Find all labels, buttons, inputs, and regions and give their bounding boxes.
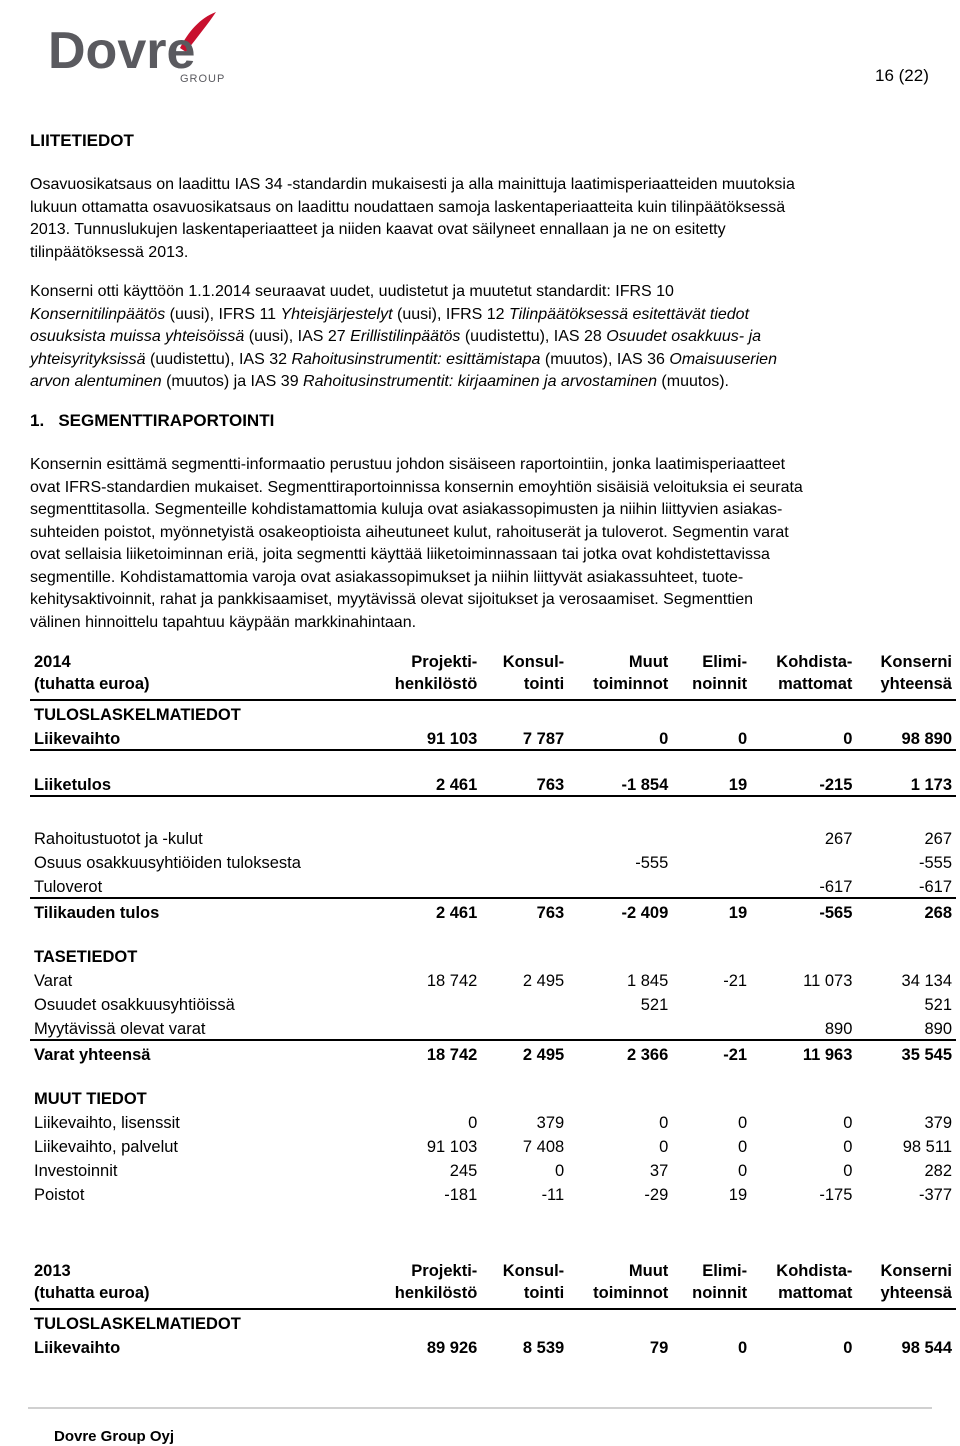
spacer-row — [30, 1065, 956, 1085]
table-row — [30, 1040, 956, 1065]
text-line: lukuun ottamatta osavuosikatsaus on laadittu noudattaen samoja laskentaperiaatteita kuin tilinpäätöksessä — [30, 198, 786, 216]
row-label: Varat — [34, 972, 73, 990]
table-cell: -181 — [444, 1186, 478, 1204]
table-cell: 0 — [737, 1138, 748, 1156]
liitetiedot-heading: LIITETIEDOT — [30, 131, 134, 150]
spacer-row — [30, 796, 956, 825]
table-cell: 1 845 — [626, 972, 669, 990]
table-cell: -565 — [819, 904, 853, 922]
table-row — [30, 771, 956, 796]
table-row — [30, 1334, 956, 1358]
table-cell: -617 — [751, 873, 856, 898]
table-cell: 11 963 — [802, 1046, 853, 1064]
row-label: Liiketulos — [30, 771, 368, 796]
table-cell: 34 134 — [901, 972, 952, 990]
col-header-konserni-yhteensa: Konserni yhteensä — [856, 1260, 956, 1309]
table-cell: -21 — [723, 1046, 748, 1064]
section-row — [30, 700, 956, 725]
table-row — [30, 1109, 956, 1133]
row-label: Poistot — [34, 1186, 85, 1204]
table-cell: 0 — [468, 1114, 478, 1132]
table-cell: 0 — [737, 1114, 748, 1132]
table-row — [30, 898, 956, 923]
row-label: Varat yhteensä — [34, 1046, 151, 1064]
text-line: ovat IFRS-standardien mukaiset. Segmenttiraportoinnissa konsernin emoyhtiön sisäisiä veloituksia ei seurata — [30, 478, 803, 496]
table-cell: 890 — [856, 1015, 956, 1040]
table-cell: 0 — [568, 725, 672, 750]
section-row — [30, 1309, 956, 1334]
row-label: Rahoitustuotot ja -kulut — [34, 830, 203, 848]
table-cell: 35 545 — [901, 1046, 952, 1064]
row-label: Osuus osakkuusyhtiöiden tuloksesta — [34, 854, 301, 872]
table-cell: -175 — [819, 1186, 853, 1204]
section-row — [30, 943, 956, 967]
table-cell: 19 — [672, 771, 751, 796]
table-row — [30, 1133, 956, 1157]
table-cell — [368, 825, 481, 849]
table-cell: 379 — [536, 1114, 565, 1132]
table-cell: -2 409 — [621, 904, 669, 922]
col-header-projektihenkilosto: Projekti- henkilöstö — [368, 1260, 481, 1309]
text-line: 2013. Tunnuslukujen laskentaperiaatteet ja niiden kaavat ovat säilyneet ennallaan ja ne on esitetty — [30, 221, 726, 238]
segment-heading: 1. SEGMENTTIRAPORTOINTI — [30, 411, 275, 430]
table-cell — [672, 991, 751, 1015]
table-cell: 0 — [659, 1138, 669, 1156]
table-cell: -29 — [644, 1186, 669, 1204]
row-label: Tilikauden tulos — [34, 904, 160, 922]
table-cell: 18 742 — [426, 1046, 478, 1064]
text-line: suhteiden poistot, myönnetyistä osakeoptioista aiheutuneet kulut, rahoituserät ja tuloverot. Segmentin varat — [30, 523, 789, 541]
table-cell: 18 742 — [426, 972, 478, 990]
footer-divider — [28, 1407, 932, 1409]
table-cell: 2 495 — [522, 1046, 565, 1064]
table-cell — [672, 825, 751, 849]
table-cell: 521 — [640, 996, 669, 1014]
table-cell — [368, 873, 481, 898]
section-label: TULOSLASKELMATIEDOT — [34, 706, 241, 724]
table-cell: 0 — [737, 1162, 748, 1180]
table-cell — [672, 849, 751, 873]
table-cell: -21 — [723, 972, 748, 990]
table-cell: 890 — [751, 1015, 856, 1040]
table-cell: -215 — [751, 771, 856, 796]
table-cell — [751, 991, 856, 1015]
text-line: segmenttitasolla. Segmenteille kohdistamattomia kuluja ovat asiakassopimusten ja niihin liittyvien asiakas- — [30, 501, 783, 518]
text-line: segmentille. Kohdistamattomia varoja ovat asiakassopimukset ja niihin liittyvät asiakassuhteet, tuote- — [30, 568, 744, 586]
table-cell: 268 — [924, 904, 952, 922]
table-cell: 37 — [649, 1162, 669, 1180]
table-cell: 79 — [649, 1339, 669, 1357]
table-cell: 282 — [924, 1162, 952, 1180]
table-cell: 2 461 — [368, 771, 481, 796]
col-header-projektihenkilosto: Projekti- henkilöstö — [368, 651, 481, 700]
logo-subtext: GROUP — [180, 73, 226, 85]
table-cell: 2 366 — [626, 1046, 669, 1064]
section-label: TULOSLASKELMATIEDOT — [34, 1315, 241, 1333]
table-cell: -617 — [856, 873, 956, 898]
table-cell: 98 890 — [856, 725, 956, 750]
table-cell: 245 — [449, 1162, 478, 1180]
table-cell: -555 — [918, 854, 952, 872]
text-line: arvon alentuminen (muutos) ja IAS 39 Rahoitusinstrumentit: kirjaaminen ja arvostaminen (muutos). — [30, 373, 729, 390]
segment-table-2014 — [30, 651, 956, 1205]
table-row — [30, 1157, 956, 1181]
col-header-konsultointi: Konsul- tointi — [481, 1260, 568, 1309]
table-cell: 98 511 — [902, 1138, 952, 1156]
segment-table-2013 — [30, 1260, 956, 1358]
table-cell: 0 — [843, 1339, 853, 1357]
text-line: välinen hinnoittelu tapahtuu käypään markkinahintaan. — [30, 613, 417, 631]
table-cell: 521 — [924, 996, 952, 1014]
table-cell: 0 — [555, 1162, 565, 1180]
table-cell: 89 926 — [426, 1339, 478, 1357]
table-cell: 763 — [536, 904, 565, 922]
row-label: Liikevaihto, palvelut — [34, 1138, 179, 1156]
section-label: TASETIEDOT — [34, 948, 138, 966]
text-line: osuuksista muissa yhteisöissä (uusi), IAS 27 Erillistilinpäätös (uudistettu), IAS 28 Osuudet osakkuus- ja — [30, 328, 762, 345]
col-header-muut-toiminnot: Muut toiminnot — [568, 651, 672, 700]
dovre-group-logo — [48, 6, 238, 86]
table-row — [30, 991, 956, 1015]
table-cell: 0 — [843, 1138, 853, 1156]
text-line: kehitysaktivoinnit, rahat ja pankkisaamiset, myytävissä olevat sijoitukset ja verosaamiset. Segmenttien — [30, 591, 753, 608]
table-header-label: 2014 (tuhatta euroa) — [30, 651, 368, 700]
text-line: ovat sellaisia liiketoiminnan eriä, joita segmentti käyttää liiketoiminnassaan tai jotka ovat kohdistettavissa — [30, 546, 770, 563]
table-row — [30, 1015, 956, 1040]
table-row — [30, 849, 956, 873]
table-cell — [481, 991, 568, 1015]
footer-company: Dovre Group Oyj — [54, 1428, 175, 1445]
text-line: tilinpäätöksessä 2013. — [30, 243, 189, 261]
text-line: Konserni otti käyttöön 1.1.2014 seuraavat uudet, uudistetut ja muutetut standardit: IFRS 10 — [30, 283, 674, 300]
table-header-row — [30, 1260, 956, 1309]
table-cell — [481, 1015, 568, 1040]
table-cell — [672, 1015, 751, 1040]
table-cell — [481, 849, 568, 873]
table-cell: 2 495 — [522, 972, 565, 990]
row-label: Osuudet osakkuusyhtiöissä — [34, 996, 235, 1014]
table-cell: 0 — [751, 725, 856, 750]
table-cell — [568, 825, 672, 849]
table-cell — [751, 849, 856, 873]
text-line: Konsernin esittämä segmentti-informaatio perustuu johdon sisäiseen raportointiin, jonka laatimisperiaatteet — [30, 456, 786, 473]
text-line: Konsernitilinpäätös (uusi), IFRS 11 Yhteisjärjestelyt (uusi), IFRS 12 Tilinpäätöksessä esitettävät tiedot — [30, 305, 750, 323]
section-label: MUUT TIEDOT — [34, 1090, 147, 1108]
table-row — [30, 725, 956, 750]
table-header-label: 2013 (tuhatta euroa) — [30, 1260, 368, 1309]
table-row — [30, 1181, 956, 1205]
section-row — [30, 1085, 956, 1109]
table-cell: 267 — [924, 830, 952, 848]
table-cell: 379 — [924, 1114, 952, 1132]
table-cell: 763 — [481, 771, 568, 796]
col-header-eliminoinnit: Elimi- noinnit — [672, 651, 751, 700]
row-label: Liikevaihto — [30, 725, 368, 750]
text-line: yhteisyrityksissä (uudistettu), IAS 32 Rahoitusinstrumentit: esittämistapa (muutos), IAS 36 Omaisuuserien — [30, 350, 777, 368]
spacer-row — [30, 923, 956, 943]
row-label: Investoinnit — [34, 1162, 118, 1180]
table-cell: 19 — [728, 904, 748, 922]
row-label: Liikevaihto, lisenssit — [34, 1114, 180, 1132]
row-label: Liikevaihto — [34, 1339, 121, 1357]
segment-paragraph — [30, 454, 940, 634]
table-cell: 0 — [672, 725, 751, 750]
row-label: Myytävissä olevat varat — [30, 1015, 368, 1040]
col-header-eliminoinnit: Elimi- noinnit — [672, 1260, 751, 1309]
table-cell: 7 787 — [481, 725, 568, 750]
page-number: 16 (22) — [875, 66, 929, 85]
table-row — [30, 873, 956, 898]
col-header-kohdistamattomat: Kohdista- mattomat — [751, 651, 856, 700]
table-cell — [368, 991, 481, 1015]
col-header-muut-toiminnot: Muut toiminnot — [568, 1260, 672, 1309]
table-cell: 1 173 — [856, 771, 956, 796]
table-cell: 0 — [737, 1339, 748, 1357]
table-cell: 0 — [843, 1162, 853, 1180]
table-cell — [672, 873, 751, 898]
table-cell: 8 539 — [522, 1339, 565, 1357]
table-cell: -11 — [541, 1186, 565, 1204]
table-cell: 2 461 — [436, 904, 478, 922]
table-header-row — [30, 651, 956, 700]
logo-wordmark: Dovre — [48, 22, 196, 80]
table-cell — [368, 1015, 481, 1040]
row-label: Tuloverot — [30, 873, 368, 898]
table-cell: -377 — [918, 1186, 952, 1204]
col-header-kohdistamattomat: Kohdista- mattomat — [751, 1260, 856, 1309]
table-cell: 98 544 — [901, 1339, 952, 1357]
table-cell — [568, 873, 672, 898]
table-cell — [568, 1015, 672, 1040]
col-header-konsultointi: Konsul- tointi — [481, 651, 568, 700]
table-row — [30, 967, 956, 991]
table-cell: 19 — [728, 1186, 748, 1204]
table-cell: -555 — [635, 854, 669, 872]
table-cell: 91 103 — [368, 725, 481, 750]
table-cell: 7 408 — [522, 1138, 565, 1156]
table-cell: -1 854 — [568, 771, 672, 796]
table-cell: 0 — [659, 1114, 669, 1132]
spacer-row — [30, 750, 956, 771]
table-cell: 267 — [824, 830, 853, 848]
liitetiedot-paragraph-1 — [30, 174, 940, 264]
table-row — [30, 825, 956, 849]
table-cell — [481, 873, 568, 898]
table-cell — [368, 849, 481, 873]
text-line: Osavuosikatsaus on laadittu IAS 34 -standardin mukaisesti ja alla mainittuja laatimisperiaatteiden muutoksia — [30, 176, 795, 193]
col-header-konserni-yhteensa: Konserni yhteensä — [856, 651, 956, 700]
table-cell: 0 — [843, 1114, 853, 1132]
table-cell: 11 073 — [803, 972, 853, 990]
table-cell — [481, 825, 568, 849]
table-cell: 91 103 — [426, 1138, 478, 1156]
liitetiedot-paragraph-2 — [30, 281, 940, 394]
